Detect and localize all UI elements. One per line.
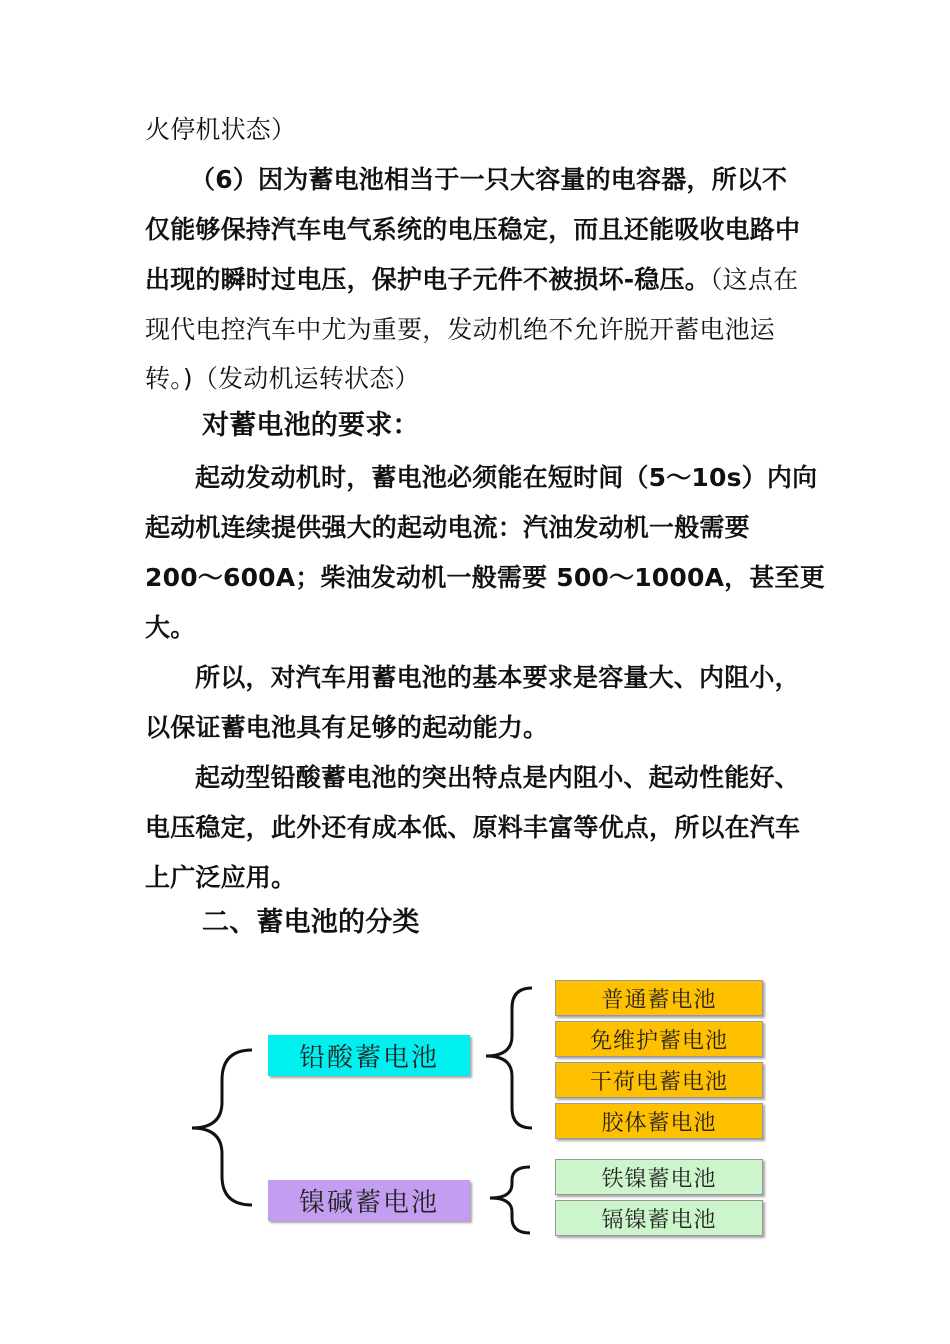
text-line: 电压稳定，此外还有成本低、原料丰富等优点，所以在汽车 [145,813,801,842]
text-line: 起动机连续提供强大的起动电流：汽油发动机一般需要 [145,513,750,542]
text-span: （这点在 [709,265,799,294]
text-line: （6）因为蓄电池相当于一只大容量的电容器，所以不 [190,165,788,194]
text-line: 200～600A；柴油发动机一般需要 500～1000A，甚至更 [145,563,825,592]
text-line: 转。)（发动机运转状态） [145,364,420,393]
text-line: 现代电控汽车中尤为重要，发动机绝不允许脱开蓄电池运 [145,315,776,344]
section-heading: 二、蓄电池的分类 [202,907,420,938]
text-line: 上广泛应用。 [145,863,297,892]
lead-type-box: 普通蓄电池 [555,980,763,1016]
text-line: 所以，对汽车用蓄电池的基本要求是容量大、内阻小， [195,663,800,692]
text-line: 火停机状态） [145,115,297,144]
nickel-box: 镍碱蓄电池 [268,1180,470,1221]
text-span: 出现的瞬时过电压，保护电子元件不被损坏-稳压。 [145,265,710,294]
nickel-type-box: 镉镍蓄电池 [555,1200,763,1236]
brace-lead-acid [486,988,532,1128]
text-line: 仅能够保持汽车电气系统的电压稳定，而且还能吸收电路中 [145,215,801,244]
nickel-type-box: 铁镍蓄电池 [555,1159,763,1195]
text-line: 起动型铅酸蓄电池的突出特点是内阻小、起动性能好、 [195,763,800,792]
text-line: 起动发动机时，蓄电池必须能在短时间（5～10s）内向 [195,463,818,492]
lead-type-box: 免维护蓄电池 [555,1021,763,1057]
brace-main [192,1050,252,1205]
brace-nickel [490,1167,530,1233]
text-line: 以保证蓄电池具有足够的起动能力。 [145,713,549,742]
lead-acid-box: 铅酸蓄电池 [268,1035,470,1076]
lead-type-box: 干荷电蓄电池 [555,1062,763,1098]
lead-type-box: 胶体蓄电池 [555,1103,763,1139]
section-heading: 对蓄电池的要求： [202,410,420,441]
text-line: 大。 [145,613,196,642]
